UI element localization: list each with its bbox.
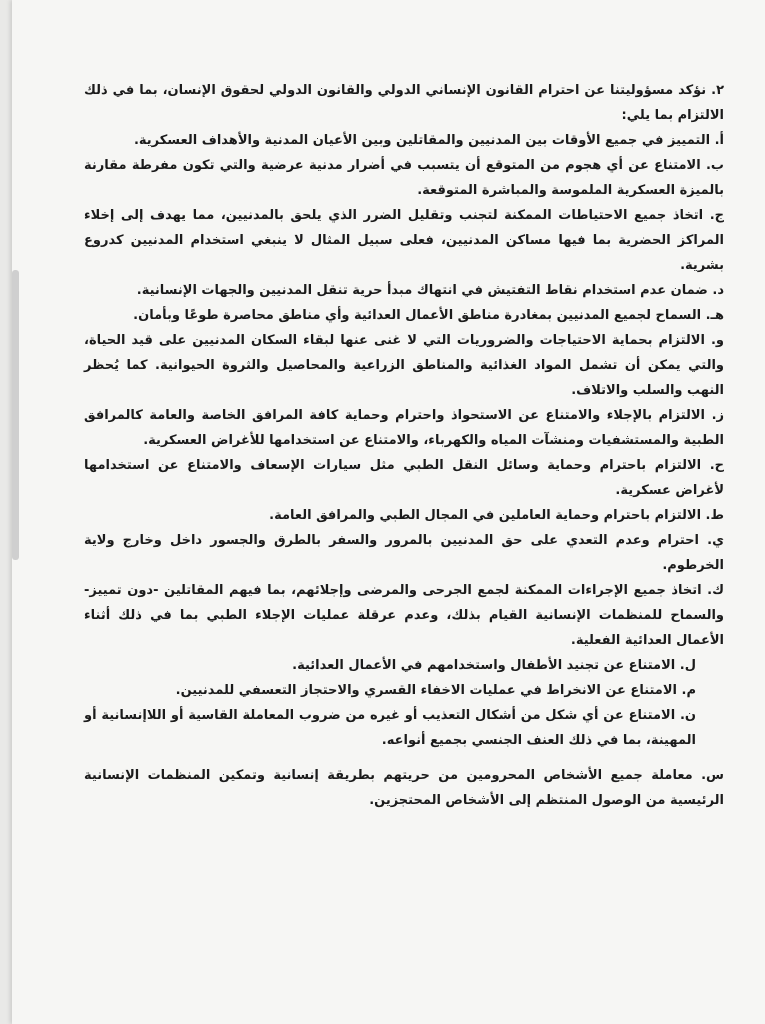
clause-m: م. الامتناع عن الانخراط في عمليات الاخفاء القسري والاحتجاز التعسفي للمدنيين. bbox=[175, 683, 696, 698]
paragraph-gap bbox=[84, 753, 724, 763]
intro-paragraph: ٢. نؤكد مسؤوليتنا عن احترام القانون الإنساني الدولي والقانون الدولي لحقوق الإنسان، بما في ذلك الالتزام بما يلي: bbox=[84, 83, 724, 123]
clause-b: ب. الامتناع عن أي هجوم من المتوقع أن يتسبب في أضرار مدنية عرضية والتي تكون مفرطة مقارنة بالميزة العسكرية الملموسة والمباشرة المتوقعة. bbox=[84, 158, 724, 198]
clause-i: ط. الالتزام باحترام وحماية العاملين في المجال الطبي والمرافق العامة. bbox=[269, 508, 724, 523]
clause-f: و. الالتزام بحماية الاحتياجات والضروريات التي لا غنى عنها لبقاء السكان المدنيين على قيد الحياة، والتي يمكن أن تشمل المواد الغذائية والمناطق الزراعية والمحاصيل والثروة الحيوانية. كما يُحظر النهب والسلب والاتلاف. bbox=[84, 333, 724, 398]
document-body bbox=[84, 78, 724, 813]
clause-g: ز. الالتزام بالإجلاء والامتناع عن الاستحواذ واحترام وحماية كافة المرافق الخاصة والعامة كالمرافق الطبية والمستشفيات ومنشآت المياه والكهرباء، والامتناع عن استخدامها للأغراض العسكرية. bbox=[84, 408, 724, 448]
clause-n: ن. الامتناع عن أي شكل من أشكال التعذيب أو غيره من ضروب المعاملة القاسية أو اللاإنسانية أو المهينة، بما في ذلك العنف الجنسي بجميع أنواعه. bbox=[84, 708, 696, 748]
document-page bbox=[12, 0, 765, 1024]
clause-d: د. ضمان عدم استخدام نقاط التفتيش في انتهاك مبدأ حرية تنقل المدنيين والجهات الإنسانية. bbox=[136, 283, 724, 298]
page-edge-mark bbox=[12, 270, 19, 560]
clause-j: ي. احترام وعدم التعدي على حق المدنيين بالمرور والسفر بالطرق والجسور داخل وخارج ولاية الخرطوم. bbox=[84, 533, 724, 573]
clause-l: ل. الامتناع عن تجنيد الأطفال واستخدامهم في الأعمال العدائية. bbox=[292, 658, 696, 673]
closing-paragraph: س. معاملة جميع الأشخاص المحرومين من حريتهم بطريقة إنسانية وتمكين المنظمات الإنسانية الرئيسية من الوصول المنتظم إلى الأشخاص المحتجزين. bbox=[84, 768, 724, 808]
clause-h: ح. الالتزام باحترام وحماية وسائل النقل الطبي مثل سيارات الإسعاف والامتناع عن استخدامها لأغراض عسكرية. bbox=[84, 458, 724, 498]
clause-k: ك. اتخاذ جميع الإجراءات الممكنة لجمع الجرحى والمرضى وإجلائهم، بما فيهم المقاتلين -دون تمييز- والسماح للمنظمات الإنسانية القيام بذلك، وعدم عرقلة عمليات الإجلاء الطبي بما في ذلك أثناء الأعمال العدائية الفعلية. bbox=[84, 583, 724, 648]
clause-a: أ. التمييز في جميع الأوقات بين المدنيين والمقاتلين وبين الأعيان المدنية والأهداف العسكرية. bbox=[133, 133, 724, 148]
clause-c: ج. اتخاذ جميع الاحتياطات الممكنة لتجنب وتقليل الضرر الذي يلحق بالمدنيين، مما يهدف إلى إخلاء المراكز الحضرية بما فيها مساكن المدنيين، فعلى سبيل المثال لا ينبغي استخدام المدنيين كدروع بشرية. bbox=[84, 208, 724, 273]
clause-e: هـ. السماح لجميع المدنيين بمغادرة مناطق الأعمال العدائية وأي مناطق محاصرة طوعًا وبأمان. bbox=[133, 308, 724, 323]
